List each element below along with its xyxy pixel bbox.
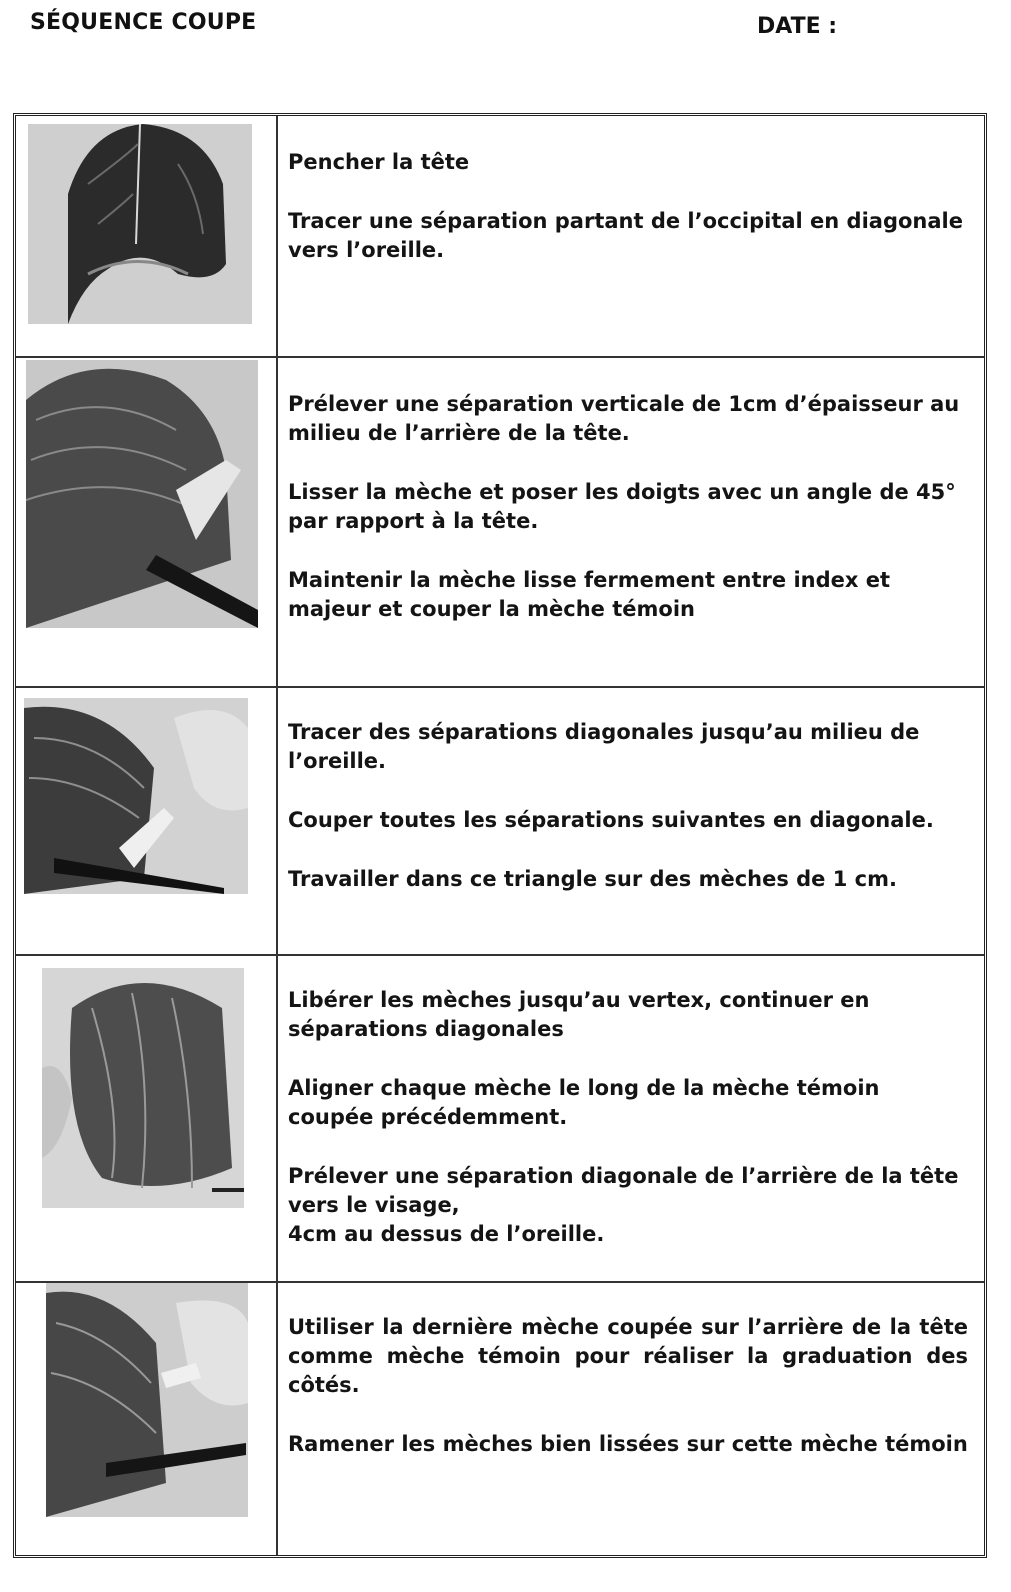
step-1-paragraph-1: Pencher la tête [288,150,470,174]
step-row-2 [16,358,984,688]
step-3-paragraph-1: Tracer des séparations diagonales jusqu’au milieu de l’oreille. [288,720,920,773]
step-row-1 [16,116,984,358]
date-label: DATE : [757,14,838,39]
step-2-paragraph-1: Prélever une séparation verticale de 1cm d’épaisseur au milieu de l’arrière de la tête. [288,392,960,445]
step-2-photo [26,360,258,628]
step-3-paragraph-2: Couper toutes les séparations suivantes en diagonale. [288,808,934,832]
step-1-text [288,148,968,295]
step-1-photo [28,124,252,324]
step-5-paragraph-2: Ramener les mèches bien lissées sur cette mèche témoin [288,1432,968,1456]
cutting-sequence-table [13,113,987,1558]
step-4-text [288,986,968,1279]
step-row-3 [16,688,984,956]
step-5-photo [46,1283,248,1517]
step-2-text [288,390,968,654]
step-3-photo [24,698,248,894]
step-2-paragraph-2: Lisser la mèche et poser les doigts avec un angle de 45° par rapport à la tête. [288,480,956,533]
step-row-5 [16,1283,984,1555]
step-1-paragraph-2: Tracer une séparation partant de l’occipital en diagonale vers l’oreille. [288,209,963,262]
step-4-paragraph-3: Prélever une séparation diagonale de l’arrière de la tête vers le visage, 4cm au dessus de l’oreille. [288,1164,959,1246]
step-4-paragraph-1: Libérer les mèches jusqu’au vertex, continuer en séparations diagonales [288,988,870,1041]
step-row-4 [16,956,984,1283]
step-4-paragraph-2: Aligner chaque mèche le long de la mèche témoin coupée précédemment. [288,1076,880,1129]
step-4-photo [42,968,244,1208]
step-5-paragraph-1: Utiliser la dernière mèche coupée sur l’arrière de la tête comme mèche témoin pour réaliser la graduation des côtés. [288,1315,968,1397]
step-5-text [288,1313,968,1489]
document-title: SÉQUENCE COUPE [30,10,257,35]
step-2-paragraph-3: Maintenir la mèche lisse fermement entre index et majeur et couper la mèche témoin [288,568,891,621]
step-3-text [288,718,968,924]
step-3-paragraph-3: Travailler dans ce triangle sur des mèches de 1 cm. [288,867,897,891]
